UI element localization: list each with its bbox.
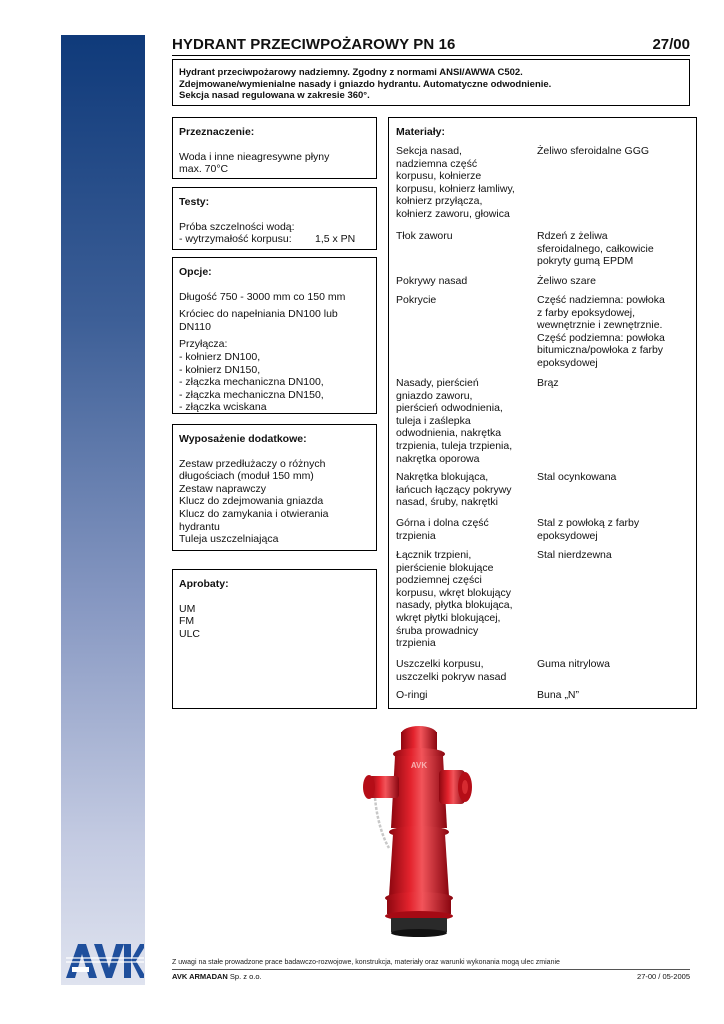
material-type [537, 658, 697, 671]
material-part-line: Sekcja nasad, [396, 145, 462, 157]
material-part [396, 145, 526, 221]
material-part-line: nasad, śruby, nakrętki [396, 496, 498, 509]
material-part-line: Łącznik trzpieni, [396, 549, 472, 561]
materials-box [388, 117, 697, 709]
intro-line: Hydrant przeciwpożarowy nadziemny. Zgodny z normami ANSI/AWWA C502. [179, 67, 523, 78]
material-type-line: pokryty gumą EPDM [537, 255, 634, 268]
material-part-line: nasady, płytka blokująca, [396, 599, 513, 612]
material-part-line: kołnierz przyłącza, [396, 195, 483, 208]
footer-code: 27-00 / 05-2005 [637, 972, 690, 981]
material-type-line: Rdzeń z żeliwa [537, 230, 608, 242]
material-part-line: tuleja i zaślepka [396, 414, 471, 427]
options-heading: Opcje: [179, 266, 212, 278]
material-part [396, 471, 526, 509]
material-type-line: epoksydowej [537, 356, 598, 369]
material-type [537, 275, 697, 288]
footer-rule [172, 969, 690, 970]
material-type-line: bitumiczna/powłoka z farby [537, 344, 664, 357]
material-type-line: wewnętrznie i zewnętrznie. [537, 319, 663, 332]
material-part-line: Uszczelki korpusu, [396, 658, 484, 670]
page-title: HYDRANT PRZECIWPOŻAROWY PN 16 [172, 36, 456, 53]
material-part-line: pierścień odwodnienia, [396, 402, 503, 415]
material-part-line: kołnierz zaworu, głowica [396, 207, 510, 220]
tests-box [172, 187, 377, 250]
material-type [537, 549, 697, 562]
accessories-line: hydrantu [179, 520, 220, 533]
options-fill-line: Króciec do napełniania DN100 lub [179, 308, 338, 321]
material-part [396, 658, 526, 683]
material-part-line: odwodnienia, nakrętka [396, 427, 502, 440]
company-suffix: Sp. z o.o. [227, 972, 262, 981]
tests-heading: Testy: [179, 196, 210, 208]
material-type-line: Żeliwo szare [537, 275, 596, 287]
material-part [396, 549, 526, 650]
material-type-line: Stal nierdzewna [537, 549, 612, 561]
accessories-line: Klucz do zdejmowania gniazda [179, 495, 324, 508]
material-type-line: z farby epoksydowej, [537, 306, 636, 319]
accessories-line: Klucz do zamykania i otwierania [179, 507, 329, 520]
purpose-line: Woda i inne nieagresywne płyny [179, 150, 330, 163]
material-type [537, 517, 697, 542]
options-box [172, 257, 377, 414]
accessories-line: długościach (moduł 150 mm) [179, 470, 314, 483]
hydrant-photo [355, 720, 475, 950]
material-type [537, 230, 697, 268]
approvals-heading: Aprobaty: [179, 578, 229, 590]
material-part [396, 230, 526, 243]
approvals-line: FM [179, 615, 195, 628]
material-part-line: nadziemna część [396, 157, 478, 170]
material-part-line: Górna i dolna część [396, 517, 489, 529]
tests-strength-value: 1,5 x PN [315, 233, 356, 246]
approvals-line: ULC [179, 627, 201, 640]
material-part-line: Nasady, pierścień [396, 377, 479, 389]
sidebar-gradient [61, 35, 145, 985]
accessories-box [172, 424, 377, 551]
material-type-line: Brąz [537, 377, 559, 389]
material-type-line: epoksydowej [537, 529, 598, 542]
options-connection: - kołnierz DN150, [179, 363, 261, 376]
material-type-line: Stal ocynkowana [537, 471, 617, 483]
material-part-line: korpusu, kołnierz łamliwy, [396, 182, 515, 195]
options-connection: - złączka wciskana [179, 401, 267, 414]
purpose-heading: Przeznaczenie: [179, 126, 255, 138]
accessories-line: Tuleja uszczelniająca [179, 533, 279, 546]
material-type-line: Guma nitrylowa [537, 658, 610, 670]
material-type [537, 145, 697, 158]
material-type [537, 377, 697, 390]
material-type-line: Część podziemna: powłoka [537, 331, 665, 344]
options-connection: - kołnierz DN100, [179, 350, 261, 363]
tests-strength-row [179, 233, 370, 246]
material-part [396, 689, 526, 702]
material-part-line: Pokrywy nasad [396, 275, 468, 287]
material-type-line: Buna „N” [537, 689, 580, 701]
purpose-box [172, 117, 377, 179]
material-part-line: śruba prowadnicy [396, 624, 479, 637]
intro-line: Sekcja nasad regulowana w zakresie 360°. [179, 90, 370, 101]
options-connection: Przyłącza: [179, 338, 228, 351]
options-connection: - złączka mechaniczna DN100, [179, 376, 324, 389]
material-type [537, 689, 697, 702]
avk-logo [66, 940, 144, 980]
material-part-line: korpusu, wkręt blokujący [396, 586, 511, 599]
options-fill-line: DN110 [179, 320, 211, 333]
material-part [396, 294, 526, 307]
purpose-line: max. 70°C [179, 163, 229, 176]
materials-heading: Materiały: [396, 126, 446, 138]
company-name [172, 972, 262, 981]
material-part-line: trzpienia [396, 529, 436, 542]
material-part-line: uszczelki pokryw nasad [396, 670, 507, 683]
options-connection: - złączka mechaniczna DN150, [179, 388, 324, 401]
material-type-line: sferoidalnego, całkowicie [537, 242, 654, 255]
hydrant-label: AVK [410, 761, 428, 770]
material-part-line: wkręt płytki blokującej, [396, 611, 501, 624]
document-number: 27/00 [652, 36, 690, 53]
intro-box [172, 59, 690, 106]
material-part-line: gniazdo zaworu, [396, 389, 473, 402]
material-type-line: Stal z powłoką z farby [537, 517, 640, 529]
material-part-line: Pokrycie [396, 294, 437, 306]
material-part-line: Tłok zaworu [396, 230, 453, 242]
tests-strength-label: - wytrzymałość korpusu: [179, 233, 292, 246]
material-part-line: podziemnej części [396, 574, 482, 587]
material-part-line: trzpienia [396, 637, 436, 650]
material-part-line: korpusu, kołnierze [396, 170, 482, 183]
company-bold: AVK ARMADAN [172, 972, 228, 981]
accessories-line: Zestaw naprawczy [179, 482, 266, 495]
material-type-line: Część nadziemna: powłoka [537, 294, 665, 306]
material-part-line: trzpienia, tuleja trzpienia, [396, 439, 513, 452]
tests-line: Próba szczelności wodą: [179, 220, 295, 233]
material-part-line: O-ringi [396, 689, 428, 701]
material-part-line: Nakrętka blokująca, [396, 471, 489, 483]
material-part [396, 517, 526, 542]
material-part-line: pierścienie blokujące [396, 561, 494, 574]
material-part [396, 275, 526, 288]
approvals-line: UM [179, 602, 196, 615]
material-type [537, 471, 697, 484]
accessories-line: Zestaw przedłużaczy o różnych [179, 457, 326, 470]
options-length: Długość 750 - 3000 mm co 150 mm [179, 290, 346, 303]
disclaimer-text: Z uwagi na stałe prowadzone prace badawczo-rozwojowe, konstrukcja, materiały oraz warunki wykonania mogą ulec zmianie [172, 959, 560, 966]
approvals-box [172, 569, 377, 709]
material-part-line: nakrętka oporowa [396, 452, 480, 465]
accessories-heading: Wyposażenie dodatkowe: [179, 433, 307, 445]
material-part [396, 377, 526, 465]
material-type [537, 294, 697, 370]
intro-line: Zdejmowane/wymienialne nasady i gniazdo hydrantu. Automatyczne odwodnienie. [179, 78, 552, 90]
title-rule [172, 55, 690, 56]
material-part-line: łańcuch łączący pokrywy [396, 483, 512, 496]
material-type-line: Żeliwo sferoidalne GGG [537, 145, 650, 157]
